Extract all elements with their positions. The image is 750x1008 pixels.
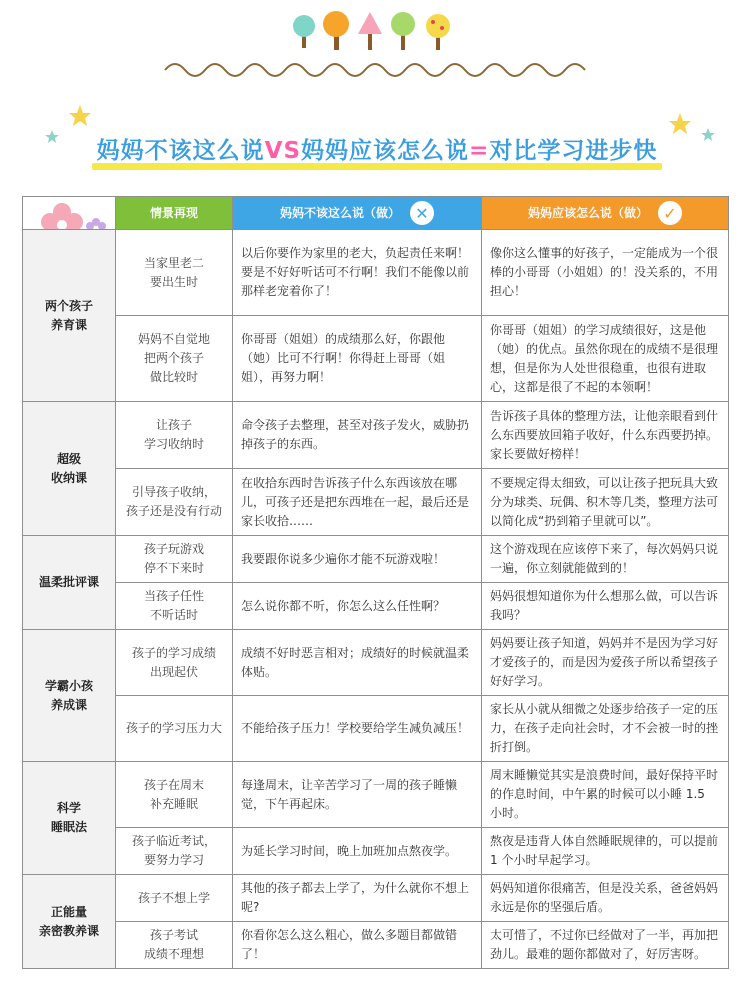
- bad-cell: 不能给孩子压力！学校要给学生减负减压！: [233, 696, 482, 762]
- category-label: 超级 收纳课: [23, 402, 116, 536]
- category-label: 温柔批评课: [23, 536, 116, 630]
- header-blank: [23, 197, 116, 230]
- table-row: [23, 316, 729, 402]
- table-row: [23, 230, 729, 316]
- scene-cell: 孩子在周末 补充睡眠: [116, 762, 233, 828]
- table-row: [23, 583, 729, 630]
- bad-cell: 每逢周末，让辛苦学习了一周的孩子睡懒觉，下午再起床。: [233, 762, 482, 828]
- table-row: [23, 922, 729, 969]
- category-label: 正能量 亲密教养课: [23, 875, 116, 969]
- table-row: [23, 828, 729, 875]
- header-scene: 情景再现: [116, 197, 233, 230]
- scene-cell: 孩子不想上学: [116, 875, 233, 922]
- good-cell: 妈妈要让孩子知道，妈妈并不是因为学习好才爱孩子的，而是因为爱孩子所以希望孩子好好学习。: [482, 630, 729, 696]
- bad-cell: 你看你怎么这么粗心，做么多题目都做错了！: [233, 922, 482, 969]
- good-cell: 你哥哥（姐姐）的学习成绩很好，这是他（她）的优点。虽然你现在的成绩不是很理想，但是你为人处世很稳重，也很有进取心，这都是很了不起的本领啊！: [482, 316, 729, 402]
- star-icon: [30, 100, 100, 160]
- scene-cell: 当家里老二 要出生时: [116, 230, 233, 316]
- good-cell: 周末睡懒觉其实是浪费时间，最好保持平时的作息时间，中午累的时候可以小睡 1.5 小时。: [482, 762, 729, 828]
- title-part1: 妈妈不该这么说: [96, 137, 265, 164]
- good-cell: 这个游戏现在应该停下来了，每次妈妈只说一遍，你立刻就能做到的！: [482, 536, 729, 583]
- table-row: [23, 875, 729, 922]
- trees-decoration: [0, 0, 750, 100]
- good-cell: 熬夜是违背人体自然睡眠规律的，可以提前 1 个小时早起学习。: [482, 828, 729, 875]
- table-row: [23, 630, 729, 696]
- good-cell: 不要规定得太细致，可以让孩子把玩具大致分为球类、玩偶、积木等几类，整理方法可以简化成“扔到箱子里就可以”。: [482, 469, 729, 536]
- scene-cell: 孩子临近考试， 要努力学习: [116, 828, 233, 875]
- table-row: [23, 536, 729, 583]
- category-label: 学霸小孩 养成课: [23, 630, 116, 762]
- comparison-table: [22, 196, 729, 969]
- bad-cell: 成绩不好时恶言相对；成绩好的时候就温柔体贴。: [233, 630, 482, 696]
- category-label: 两个孩子 养育课: [23, 230, 116, 402]
- page-title: [92, 126, 662, 170]
- scene-cell: 孩子的学习压力大: [116, 696, 233, 762]
- scene-cell: 孩子考试 成绩不理想: [116, 922, 233, 969]
- bad-cell: 其他的孩子都去上学了，为什么就你不想上呢?: [233, 875, 482, 922]
- title-part3: 对比学习进步快: [489, 137, 658, 164]
- bad-cell: 你哥哥（姐姐）的成绩那么好，你跟他（她）比可不行啊！你得赶上哥哥（姐姐），再努力啊！: [233, 316, 482, 402]
- scene-cell: 让孩子 学习收纳时: [116, 402, 233, 469]
- cross-icon: ✕: [410, 201, 434, 225]
- header-good: [482, 197, 729, 230]
- table-row: [23, 402, 729, 469]
- tree-icon: [293, 15, 315, 48]
- good-cell: 像你这么懂事的好孩子，一定能成为一个很棒的小哥哥（小姐姐）的！没关系的，不用担心！: [482, 230, 729, 316]
- tree-icon: [323, 11, 349, 50]
- bad-cell: 我要跟你说多少遍你才能不玩游戏啦！: [233, 536, 482, 583]
- bad-cell: 命令孩子去整理，甚至对孩子发火，威胁扔掉孩子的东西。: [233, 402, 482, 469]
- good-cell: 妈妈知道你很痛苦，但是没关系，爸爸妈妈永远是你的坚强后盾。: [482, 875, 729, 922]
- good-cell: 妈妈很想知道你为什么想那么做，可以告诉我吗？: [482, 583, 729, 630]
- scene-cell: 孩子玩游戏 停不下来时: [116, 536, 233, 583]
- scene-cell: 当孩子任性 不听话时: [116, 583, 233, 630]
- good-cell: 家长从小就从细微之处逐步给孩子一定的压力，在孩子走向社会时，才不会被一时的挫折打倒。: [482, 696, 729, 762]
- good-cell: 告诉孩子具体的整理方法，让他亲眼看到什么东西要放回箱子收好，什么东西要扔掉。家长要做好榜样！: [482, 402, 729, 469]
- title-vs: VS: [264, 137, 302, 164]
- good-cell: 太可惜了，不过你已经做对了一半，再加把劲儿。最难的题你都做对了，好厉害呀。: [482, 922, 729, 969]
- scene-cell: 引导孩子收纳， 孩子还是没有行动: [116, 469, 233, 536]
- tree-icon: [426, 14, 450, 50]
- table-row: [23, 469, 729, 536]
- header-bad: [233, 197, 482, 230]
- scene-cell: 妈妈不自觉地 把两个孩子 做比较时: [116, 316, 233, 402]
- table-row: [23, 696, 729, 762]
- title-equals: =: [469, 137, 490, 164]
- table-row: [23, 762, 729, 828]
- title-part2: 妈妈应该怎么说: [301, 137, 470, 164]
- header-bad-label: 妈妈不该这么说（做）: [279, 205, 400, 220]
- bad-cell: 为延长学习时间，晚上加班加点熬夜学。: [233, 828, 482, 875]
- bad-cell: 在收拾东西时告诉孩子什么东西该放在哪儿，可孩子还是把东西堆在一起，最后还是家长收拾……: [233, 469, 482, 536]
- tree-icon: [391, 12, 415, 50]
- bad-cell: 怎么说你都不听，你怎么这么任性啊？: [233, 583, 482, 630]
- star-icon: [660, 108, 730, 158]
- swirl-divider: [165, 64, 585, 76]
- tree-icon: [358, 12, 382, 50]
- bad-cell: 以后你要作为家里的老大，负起责任来啊！要是不好好听话可不行啊！我们不能像以前那样老宠着你了！: [233, 230, 482, 316]
- check-icon: ✓: [658, 201, 682, 225]
- header-good-label: 妈妈应该怎么说（做）: [527, 205, 648, 220]
- scene-cell: 孩子的学习成绩 出现起伏: [116, 630, 233, 696]
- category-label: 科学 睡眠法: [23, 762, 116, 875]
- header-row: [23, 197, 729, 230]
